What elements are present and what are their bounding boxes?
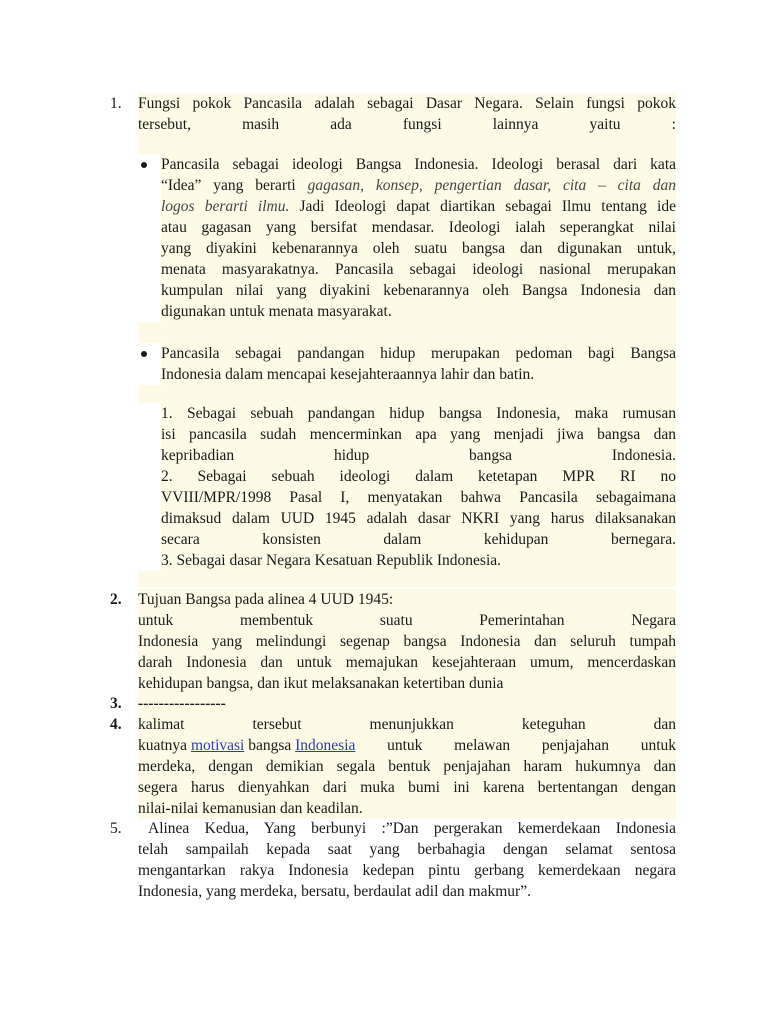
item-2-number: 2.: [110, 591, 122, 608]
item-4-line-2: kuatnya motivasi bangsa Indonesia untuk melawan penjajahan untuk: [138, 737, 676, 754]
bullet-1-italic-2: logos berarti ilmu.: [161, 198, 290, 215]
item-5-line-2: telah sampailah kepada saat yang berbahagia dengan selamat sentosa: [138, 841, 676, 858]
sublist-3-line-1: 3. Sebagai dasar Negara Kesatuan Republik Indonesia.: [161, 552, 502, 569]
sublist-2-line-1: 2. Sebagai sebuah ideologi dalam ketetapan MPR RI no: [161, 468, 676, 485]
sublist-1-line-1: 1. Sebagai sebuah pandangan hidup bangsa Indonesia, maka rumusan: [161, 405, 676, 422]
sublist: [161, 403, 676, 571]
item-5-line-4: Indonesia, yang merdeka, bersatu, berdaulat adil dan makmur”.: [138, 883, 531, 900]
item-2-line-3: Indonesia yang melindungi segenap bangsa Indonesia dan seluruh tumpah: [138, 633, 676, 650]
item-2-paragraph: [138, 589, 676, 694]
bullet-1-line-8: digunakan untuk menata masyarakat.: [161, 303, 392, 320]
item-4-line-4: segera harus dienyahkan dari muka bumi ini karena bertentangan dengan: [138, 779, 676, 796]
item-5-number: 5.: [110, 820, 122, 837]
item-2-line-2: untuk membentuk suatu Pemerintahan Negara: [138, 612, 676, 629]
item-5-line-1: Alinea Kedua, Yang berbunyi :”Dan pergerakan kemerdekaan Indonesia: [148, 820, 676, 837]
bullet-1-icon: [141, 162, 147, 168]
bullet-1-line-5: yang diyakini kebenarannya oleh suatu bangsa dan digunakan untuk,: [161, 240, 676, 257]
bullet-2-line-1: Pancasila sebagai pandangan hidup merupakan pedoman bagi Bangsa: [161, 345, 676, 362]
highlight-gap-4: [138, 571, 676, 587]
item-2-line-5: kehidupan bangsa, dan ikut melaksanakan ketertiban dunia: [138, 675, 504, 692]
item-4-line-3: merdeka, dengan demikian segala bentuk penjajahan haram hukumnya dan: [138, 758, 676, 775]
sublist-2-line-3: dimaksud dalam UUD 1945 adalah dasar NKRI yang harus dilaksanakan: [161, 510, 676, 527]
sublist-1-line-2: isi pancasila sudah mencerminkan apa yang menjadi jiwa bangsa dan: [161, 426, 676, 443]
item-4-line-5: nilai-nilai kemanusian dan keadilan.: [138, 800, 363, 817]
highlight-gap-1: [138, 135, 676, 154]
bullet-2-icon: [141, 351, 147, 357]
sublist-2-line-4: secara konsisten dalam kehidupan bernegara.: [161, 531, 676, 548]
item-2-line-1: Tujuan Bangsa pada alinea 4 UUD 1945:: [138, 591, 394, 608]
item-4-number: 4.: [110, 716, 122, 733]
bullet-1-line-6: menata masyarakatnya. Pancasila sebagai ideologi nasional merupakan: [161, 261, 676, 278]
item-1-intro: [138, 93, 676, 135]
sublist-1-line-3: kepribadian hidup bangsa Indonesia.: [161, 447, 676, 464]
bullet-1-paragraph: [161, 154, 676, 322]
item-4-paragraph: [138, 714, 676, 819]
bullet-1-line-4: atau gagasan yang bersifat mendasar. Ideologi ialah seperangkat nilai: [161, 219, 676, 236]
bullet-2-line-2: Indonesia dalam mencapai kesejahteraannya lahir dan batin.: [161, 366, 535, 383]
item-2-line-4: darah Indonesia dan untuk memajukan kesejahteraan umum, mencerdaskan: [138, 654, 676, 671]
bullet-1-line-2: “Idea” yang berarti gagasan, konsep, pengertian dasar, cita – cita dan: [161, 177, 676, 194]
highlight-gap-3: [138, 385, 676, 403]
item-1-number: 1.: [110, 95, 122, 112]
bullet-1-line-1: Pancasila sebagai ideologi Bangsa Indonesia. Ideologi berasal dari kata: [161, 156, 676, 173]
highlight-gap-2: [138, 322, 676, 343]
bullet-1-line-7: kumpulan nilai yang diyakini kebenarannya oleh Bangsa Indonesia dan: [161, 282, 676, 299]
bullet-1-italic-1: gagasan, konsep, pengertian dasar, cita – cita dan: [307, 177, 676, 194]
motivasi-link[interactable]: motivasi: [190, 737, 245, 754]
item-1-line-2: tersebut, masih ada fungsi lainnya yaitu :: [138, 116, 676, 133]
indonesia-link[interactable]: Indonesia: [295, 737, 356, 754]
item-5-line-3: mengantarkan rakya Indonesia kedepan pintu gerbang kemerdekaan negara: [138, 862, 676, 879]
item-5-paragraph: [138, 818, 676, 902]
item-3-number: 3.: [110, 695, 122, 712]
sublist-2-line-2: VVIII/MPR/1998 Pasal I, menyatakan bahwa Pancasila sebagaimana: [161, 489, 676, 506]
bullet-2-paragraph: [161, 343, 676, 385]
item-1-line-1: Fungsi pokok Pancasila adalah sebagai Dasar Negara. Selain fungsi pokok: [138, 95, 676, 112]
item-3-text: -----------------: [138, 693, 676, 714]
item-4-line-1: kalimat tersebut menunjukkan keteguhan dan: [138, 716, 676, 733]
bullet-1-line-3: logos berarti ilmu. Jadi Ideologi dapat diartikan sebagai Ilmu tentang ide: [161, 198, 676, 215]
